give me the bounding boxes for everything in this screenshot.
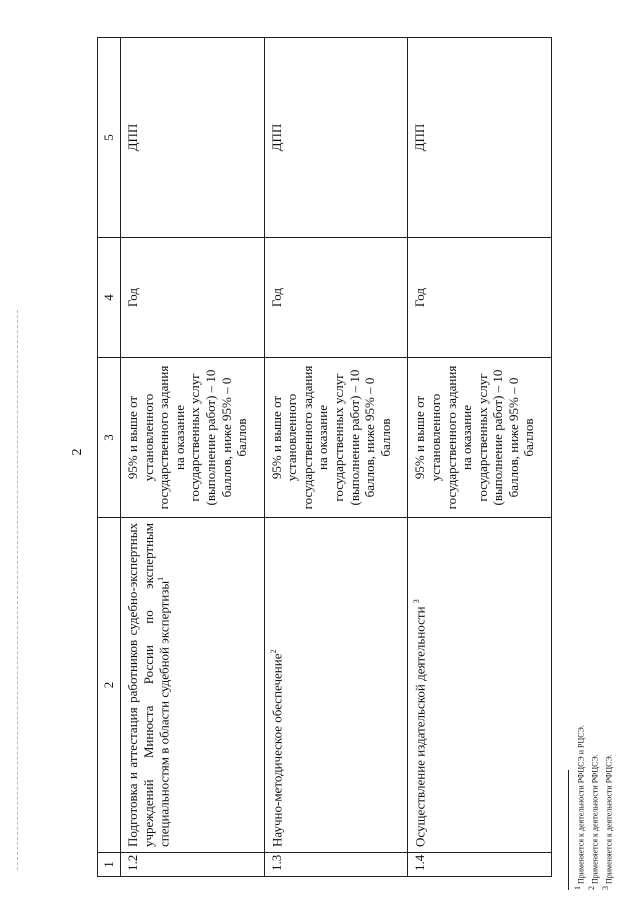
table-row — [121, 38, 265, 877]
period-cell: Год — [264, 238, 408, 358]
period-cell: Год — [121, 238, 265, 358]
row-number: 1.4 — [408, 853, 552, 877]
footnote-separator — [568, 770, 569, 890]
responsible-cell: ДПП — [121, 38, 265, 238]
footnote-ref: 3 — [412, 599, 422, 604]
indicator-cell — [264, 518, 408, 853]
table-header-row — [98, 38, 121, 877]
table-rotation-layer — [97, 38, 552, 877]
row-number: 1.2 — [121, 853, 265, 877]
footnote-item — [601, 670, 615, 890]
footnote-item — [573, 670, 587, 890]
criterion-cell: 95% и выше от установленного государственного задания на оказание государственных услуг (выполнение работ) – 10 баллов, ниже 95% – 0 баллов — [408, 358, 552, 518]
indicator-text: Осуществление издательской деятельности — [412, 606, 428, 847]
responsible-cell: ДПП — [264, 38, 408, 238]
header-col-5: 5 — [98, 38, 121, 238]
page-number: 2 — [70, 448, 85, 456]
footnotes-frame — [566, 670, 628, 890]
indicator-cell — [121, 518, 265, 853]
footnote-item — [587, 670, 601, 890]
criterion-cell: 95% и выше от установленного государственного задания на оказание государственных услуг (выполнение работ) – 10 баллов, ниже 95% – 0 баллов — [121, 358, 265, 518]
period-cell: Год — [408, 238, 552, 358]
criteria-table — [97, 37, 552, 877]
table-row — [408, 38, 552, 877]
table-row — [264, 38, 408, 877]
header-col-3: 3 — [98, 358, 121, 518]
responsible-cell: ДПП — [408, 38, 552, 238]
rotated-table-frame — [97, 38, 552, 877]
footnote-mark: 1 — [573, 886, 582, 890]
footnotes — [566, 670, 628, 890]
indicator-cell — [408, 518, 552, 853]
footnote-mark: 2 — [587, 886, 597, 890]
footnote-text: Применяется к деятельности РФЦСЭ и РЦСЭ. — [576, 725, 586, 884]
footnote-mark: 3 — [601, 886, 611, 890]
indicator-text: Научно-методическое обеспечение — [268, 653, 284, 847]
indicator-text: Подготовка и аттестация работников судебно-экспертных учреждений Минюста России по экспертным специальностям в области судебной экспертизы — [125, 523, 172, 847]
footnote-ref: 2 — [268, 649, 278, 654]
header-col-1: 1 — [98, 853, 121, 877]
header-col-4: 4 — [98, 238, 121, 358]
row-number: 1.3 — [264, 853, 408, 877]
scan-gutter-line — [17, 310, 19, 870]
footnote-ref: 1 — [156, 576, 166, 581]
footnote-text: Применяется к деятельности РФЦСЭ. — [604, 754, 614, 884]
criterion-cell: 95% и выше от установленного государственного задания на оказание государственных услуг (выполнение работ) – 10 баллов, ниже 95% – 0 баллов — [264, 358, 408, 518]
header-col-2: 2 — [98, 518, 121, 853]
footnote-text: Применяется к деятельности РФЦСЭ. — [590, 754, 600, 884]
